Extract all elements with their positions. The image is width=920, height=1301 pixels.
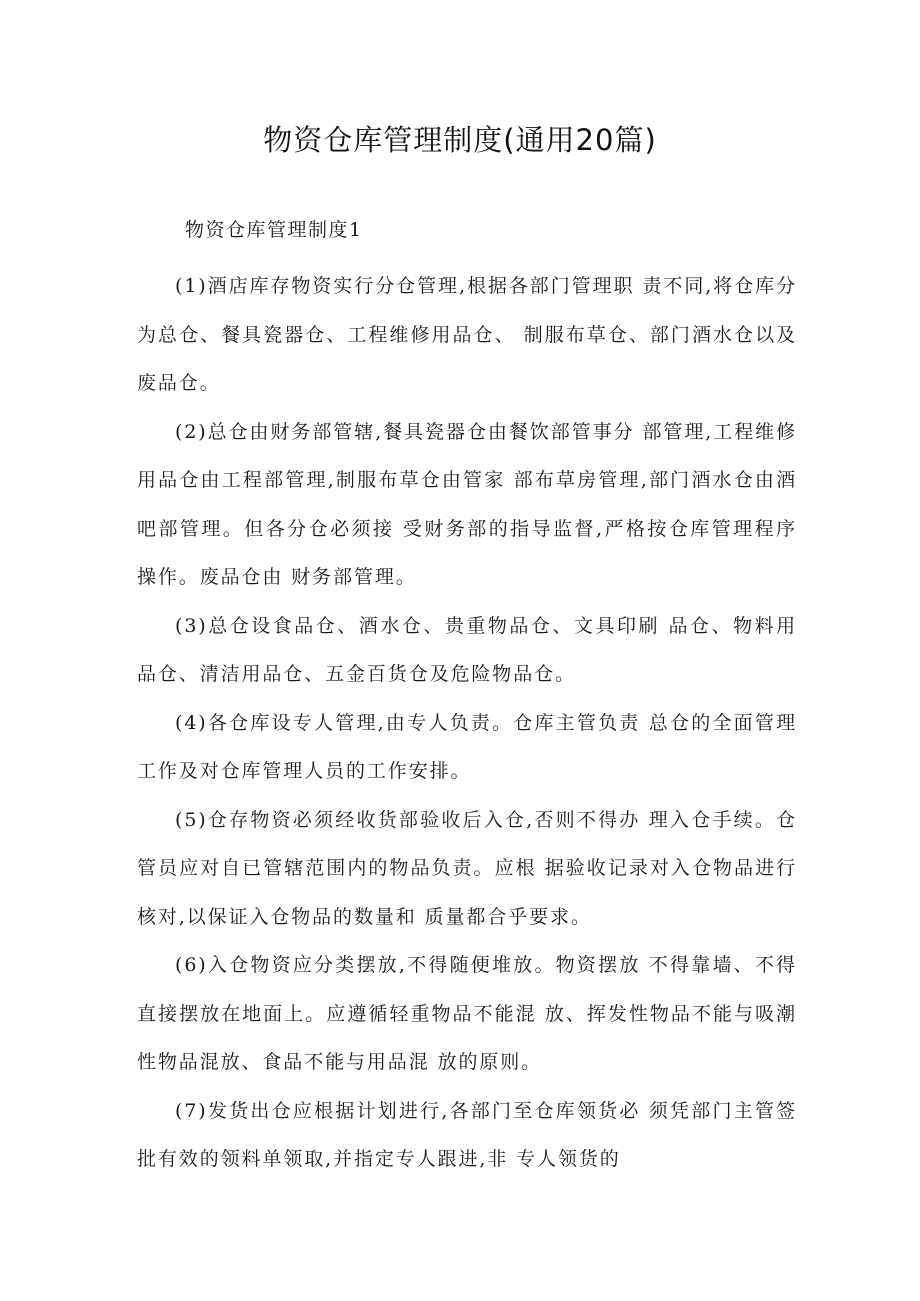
document-title: 物资仓库管理制度(通用20篇) [263, 123, 657, 157]
paragraph: (1)酒店库存物资实行分仓管理,根据各部门管理职 责不同,将仓库分为总仓、餐具瓷器仓、工程维修用品仓、 制服布草仓、部门酒水仓以及废品仓。 [137, 275, 797, 394]
section-heading: 物资仓库管理制度1 [185, 219, 363, 241]
paragraph: (4)各仓库设专人管理,由专人负责。仓库主管负责 总仓的全面管理工作及对仓库管理人员的工作安排。 [137, 711, 797, 782]
paragraph: (6)入仓物资应分类摆放,不得随便堆放。物资摆放 不得靠墙、不得直接摆放在地面上。应遵循轻重物品不能混 放、挥发性物品不能与吸潮性物品混放、食品不能与用品混 放的原则。 [137, 954, 797, 1073]
paragraph: (5)仓存物资必须经收货部验收后入仓,否则不得办 理入仓手续。仓管员应对自已管辖范围内的物品负责。应根 据验收记录对入仓物品进行核对,以保证入仓物品的数量和 质量都合乎要求。 [137, 808, 797, 928]
paragraph: (2)总仓由财务部管辖,餐具瓷器仓由餐饮部管事分 部管理,工程维修用品仓由工程部管理,制服布草仓由管家 部布草房管理,部门酒水仓由酒吧部管理。但各分仓必须接 受财务部的指导监督,严格按仓库管理程序操作。废品仓由 财务部管理。 [137, 420, 797, 588]
document-body [137, 262, 797, 1184]
paragraph: (3)总仓设食品仓、酒水仓、贵重物品仓、文具印刷 品仓、物料用品仓、清洁用品仓、五金百货仓及危险物品仓。 [137, 614, 797, 685]
paragraph: (7)发货出仓应根据计划进行,各部门至仓库领货必 须凭部门主管签批有效的领料单领取,并指定专人跟进,非 专人领货的 [137, 1099, 797, 1170]
